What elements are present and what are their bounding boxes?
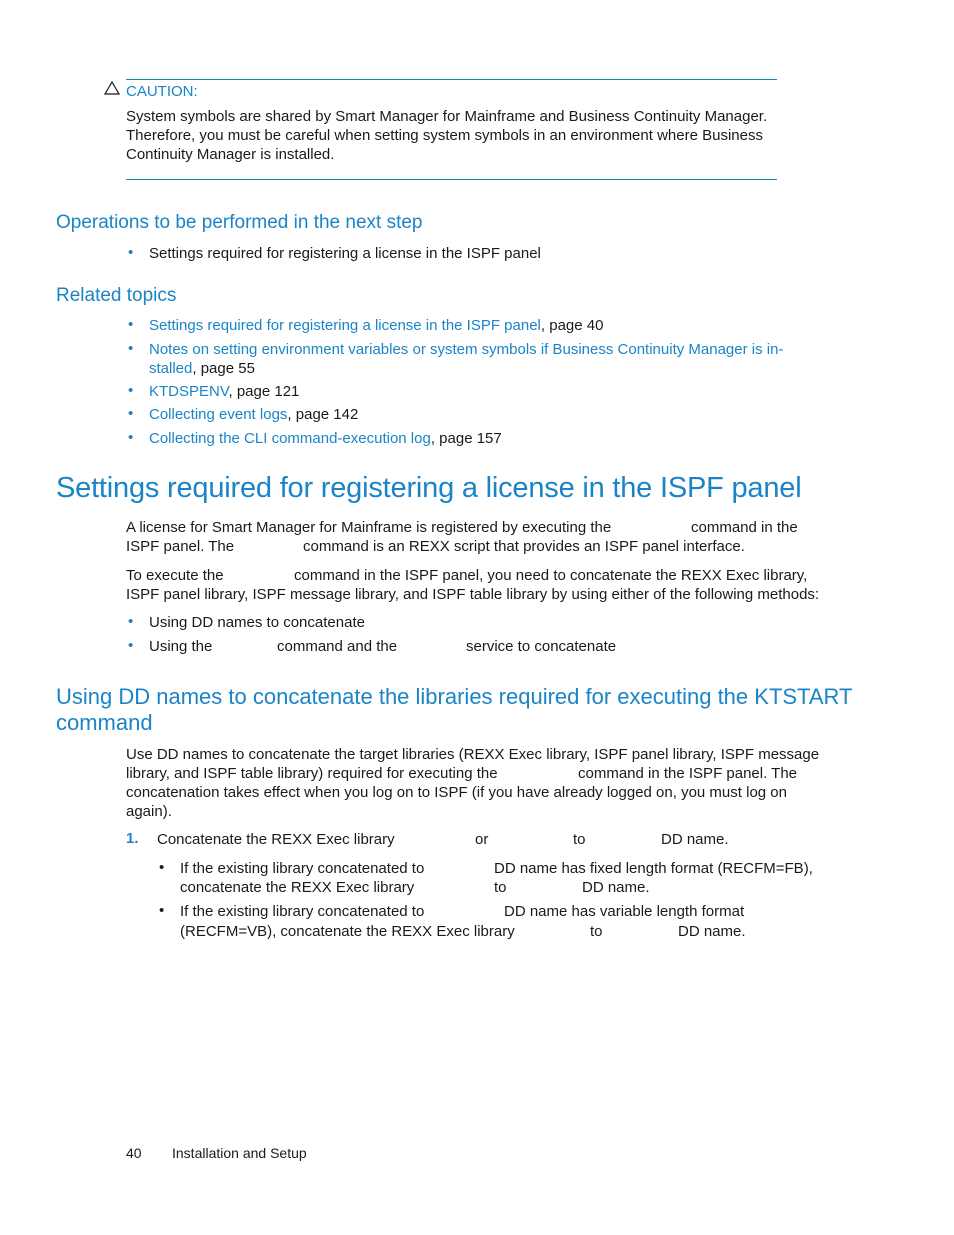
- caution-text-line-1: System symbols are shared by Smart Manager for Mainframe and Business Continuity Manager.: [126, 108, 768, 125]
- subsection-p3: concatenation takes effect when you log on to ISPF (if you have already logged on, you must log on: [126, 784, 787, 801]
- method-item-2-a: Using the: [149, 638, 213, 655]
- sub-bullet-1-c: concatenate the REXX Exec library: [180, 879, 415, 896]
- method-item-2-c: service to concatenate: [466, 638, 617, 655]
- bullet-icon: •: [128, 405, 134, 422]
- sub-bullet-1-dd: DD name.: [582, 879, 650, 896]
- bullet-icon: •: [128, 429, 134, 446]
- next-step-item: Settings required for registering a license in the ISPF panel: [149, 245, 541, 262]
- step-text-or: or: [475, 831, 489, 848]
- bullet-icon: •: [128, 637, 134, 654]
- next-step-heading: Operations to be performed in the next step: [56, 212, 423, 233]
- sub-bullet-2-to: to: [590, 923, 603, 940]
- related-page-ref: , page 121: [228, 383, 300, 400]
- related-item: [149, 405, 358, 424]
- subsection-p2-b: command in the ISPF panel. The: [578, 765, 798, 782]
- caution-text-line-2: Therefore, you must be careful when setting system symbols in an environment where Business: [126, 127, 763, 144]
- caution-top-rule: [126, 79, 777, 80]
- warning-triangle-icon: [104, 81, 120, 95]
- related-item: [149, 429, 502, 448]
- step-text-to: to: [573, 831, 586, 848]
- section-p2-c: ISPF panel library, ISPF message library, and ISPF table library by using either of the following methods:: [126, 586, 820, 603]
- subsection-p1: Use DD names to concatenate the target libraries (REXX Exec library, ISPF panel library, ISPF message: [126, 746, 820, 763]
- step-number: 1.: [126, 830, 139, 847]
- bullet-icon: •: [128, 613, 134, 630]
- section-p2-a: To execute the: [126, 567, 224, 584]
- sub-bullet-icon: •: [159, 859, 165, 876]
- sub-bullet-icon: •: [159, 902, 165, 919]
- related-link-notes-line-2[interactable]: stalled: [149, 360, 193, 377]
- section-p2-b: command in the ISPF panel, you need to concatenate the REXX Exec library,: [294, 567, 808, 584]
- related-item: [149, 382, 299, 401]
- step-text-a: Concatenate the REXX Exec library: [157, 831, 395, 848]
- related-link-event-logs[interactable]: Collecting event logs: [149, 406, 288, 423]
- section-p1-d: command is an REXX script that provides an ISPF panel interface.: [303, 538, 745, 555]
- method-item-2-b: command and the: [277, 638, 398, 655]
- section-p1-a: A license for Smart Manager for Mainframe is registered by executing the: [126, 519, 612, 536]
- sub-bullet-2-c: (RECFM=VB), concatenate the REXX Exec library: [180, 923, 515, 940]
- sub-bullet-1-a: If the existing library concatenated to: [180, 860, 425, 877]
- related-item: [149, 340, 783, 359]
- subsection-title-line-1: Using DD names to concatenate the libraries required for executing the KTSTART: [56, 684, 853, 709]
- footer-page-number: 40: [126, 1145, 142, 1161]
- related-page-ref: , page 142: [287, 406, 359, 423]
- related-link-ktdspenv[interactable]: KTDSPENV: [149, 383, 229, 400]
- related-link-settings[interactable]: Settings required for registering a license in the ISPF panel: [149, 317, 541, 334]
- step-text-dd: DD name.: [661, 831, 729, 848]
- related-item: [149, 316, 603, 335]
- related-topics-heading: Related topics: [56, 285, 177, 306]
- section-p1-c: ISPF panel. The: [126, 538, 235, 555]
- sub-bullet-1-to: to: [494, 879, 507, 896]
- related-page-ref: , page 40: [540, 317, 604, 334]
- sub-bullet-2-a: If the existing library concatenated to: [180, 903, 425, 920]
- bullet-icon: •: [128, 316, 134, 333]
- related-link-notes-line-1[interactable]: Notes on setting environment variables or system symbols if Business Continuity Manager is in-: [149, 341, 784, 358]
- caution-label: CAUTION:: [126, 83, 198, 100]
- section-p1-b: command in the: [691, 519, 798, 536]
- bullet-icon: •: [128, 244, 134, 261]
- subsection-p4: again).: [126, 803, 172, 820]
- method-item-1: Using DD names to concatenate: [149, 614, 365, 631]
- sub-bullet-1-b: DD name has fixed length format (RECFM=FB),: [494, 860, 813, 877]
- subsection-p2-a: library, and ISPF table library) required for executing the: [126, 765, 498, 782]
- related-link-cli-log[interactable]: Collecting the CLI command-execution log: [149, 430, 431, 447]
- related-page-ref: , page 55: [192, 360, 255, 377]
- related-item-continued: [149, 359, 255, 378]
- sub-bullet-2-dd: DD name.: [678, 923, 746, 940]
- bullet-icon: •: [128, 382, 134, 399]
- sub-bullet-2-b: DD name has variable length format: [504, 903, 745, 920]
- caution-bottom-rule: [126, 179, 777, 180]
- caution-text-line-3: Continuity Manager is installed.: [126, 146, 335, 163]
- footer-title: Installation and Setup: [172, 1145, 307, 1161]
- bullet-icon: •: [128, 340, 134, 357]
- subsection-title-line-2: command: [56, 710, 153, 735]
- related-page-ref: , page 157: [430, 430, 502, 447]
- section-title: Settings required for registering a license in the ISPF panel: [56, 472, 802, 504]
